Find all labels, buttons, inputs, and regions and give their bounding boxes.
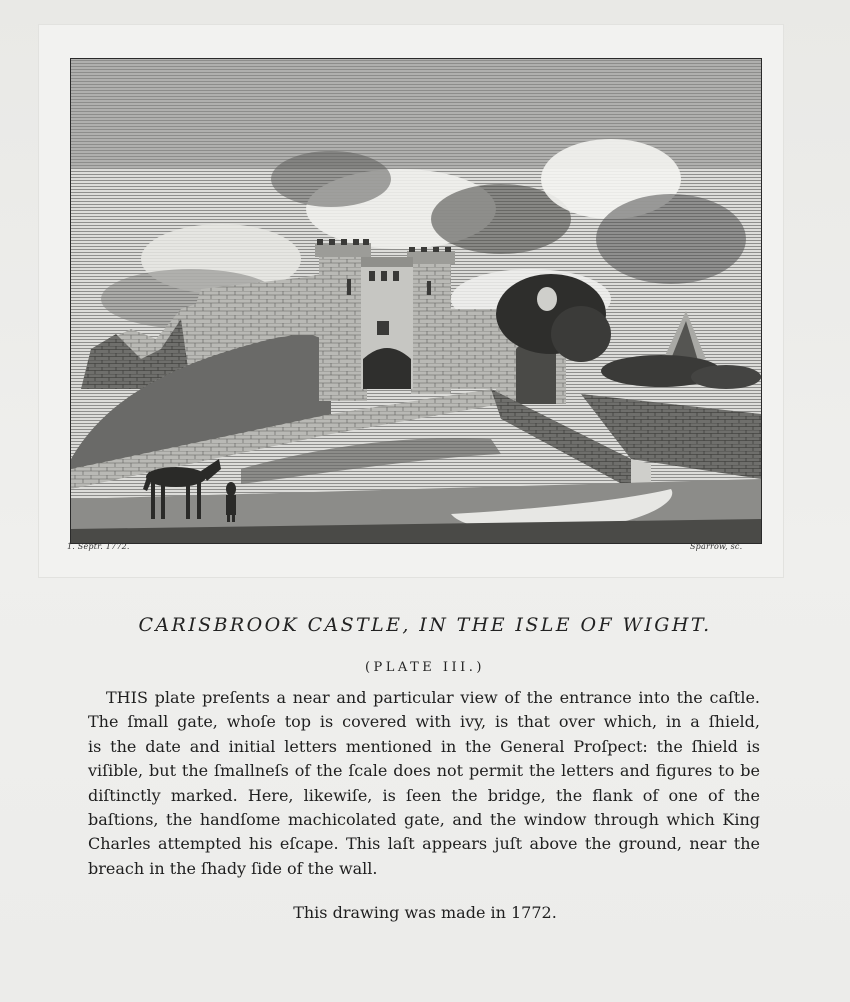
plate-number: (PLATE III.) [364, 660, 486, 675]
paragraph-line: viſible, but the ſmallneſs of the ſcale does not permit the letters and figures to be [88, 761, 760, 781]
paragraph-line: diſtinctly marked. Here, likewiſe, is ſeen the bridge, the flank of one of the [88, 785, 760, 805]
plate-engraver-credit: Sparrow, sc. [690, 542, 743, 551]
paragraph-line: Charles attempted his eſcape. This laſt appears juſt above the ground, near the [88, 834, 760, 854]
description-paragraph [88, 686, 760, 881]
page-title: CARISBROOK CASTLE, IN THE ISLE OF WIGHT. [138, 614, 712, 636]
plate-date-mark: 1. Septr. 1772. [67, 542, 130, 551]
paragraph-line: baſtions, the handſome machicolated gate, and the window through which King [88, 810, 760, 830]
paragraph-line: THIS plate preſents a near and particular view of the entrance into the caſtle. [106, 688, 760, 707]
paragraph-line: The ſmall gate, whoſe top is covered with ivy, is that over which, in a ſhield, [88, 712, 760, 732]
paragraph-line: is the date and initial letters mentioned in the General Proſpect: the ſhield is [88, 736, 760, 756]
castle-engraving [70, 58, 762, 544]
paragraph-line: breach in the ſhady ſide of the wall. [88, 858, 378, 878]
drawing-date-note: This drawing was made in 1772. [293, 903, 557, 922]
